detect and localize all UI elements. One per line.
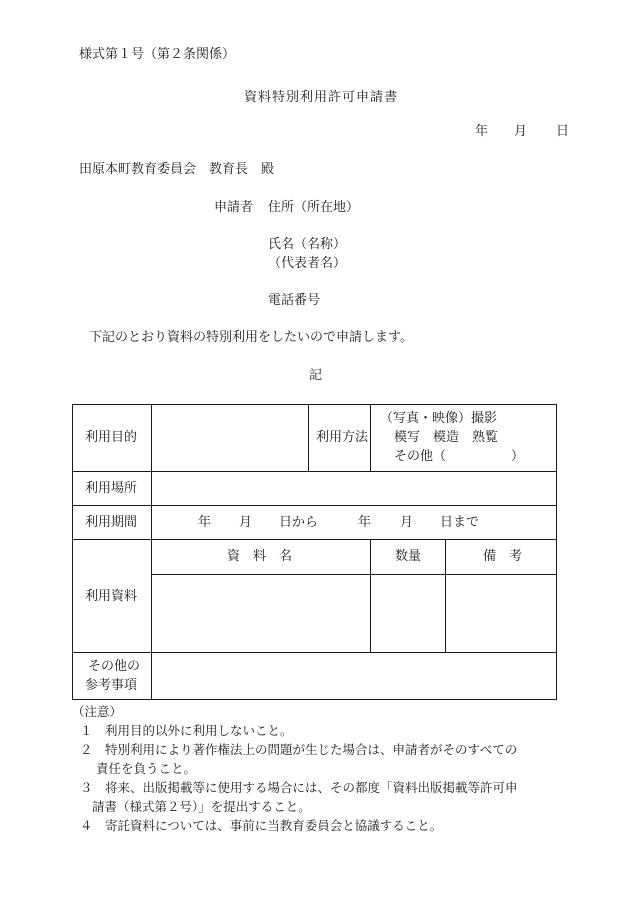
application-table (72, 404, 557, 700)
name-label: 氏名（名称） (268, 237, 347, 252)
date-year-label: 年 (475, 124, 489, 139)
period-to-month: 月 (400, 515, 414, 530)
addressee: 田原本町教育委員会 教育長 殿 (79, 162, 275, 177)
notes-heading: （注意） (72, 704, 123, 719)
date-day-label: 日 (556, 124, 570, 139)
note-2-line2: 責任を負うこと。 (96, 761, 197, 776)
note-3-line2: 請書（様式第２号）」を提出すること。 (92, 799, 311, 814)
document-title: 資料特別利用許可申請書 (244, 90, 399, 105)
materials-label: 利用資料 (85, 589, 138, 604)
note-1: １ 利用目的以外に利用しないこと。 (80, 723, 293, 738)
phone-label: 電話番号 (268, 293, 321, 308)
address-label: 住所（所在地） (268, 200, 360, 215)
purpose-label: 利用目的 (85, 430, 138, 445)
col-quantity: 数量 (395, 549, 422, 564)
form-number: 様式第１号（第２条関係） (79, 47, 236, 62)
note-3-line1: ３ 将来、出版掲載等に使用する場合には、その都度「資料出版掲載等許可申 (80, 780, 518, 795)
period-to-day: 日まで (440, 515, 480, 530)
col-remarks: 備 考 (483, 549, 523, 564)
period-to-year: 年 (358, 515, 372, 530)
other-notes-label-line2: 参考事項 (85, 678, 138, 693)
date-month-label: 月 (514, 124, 528, 139)
request-text: 下記のとおり資料の特別利用をしたいので申請します。 (89, 330, 413, 345)
ki-label: 記 (309, 368, 323, 383)
method-option-photo: （写真・映像）撮影 (380, 411, 498, 426)
period-from-year: 年 (198, 515, 212, 530)
applicant-label: 申請者 (214, 200, 254, 215)
method-label: 利用方法 (316, 430, 369, 445)
note-2-line1: ２ 特別利用により著作権法上の問題が生じた場合は、申請者がそのすべての (80, 742, 518, 757)
representative-label: （代表者名） (268, 256, 347, 271)
method-option-copy: 模写 模造 熟覧 (394, 430, 499, 445)
place-label: 利用場所 (85, 481, 138, 496)
method-option-other: その他（ ） (394, 449, 525, 464)
other-notes-label-line1: その他の (88, 659, 141, 674)
period-label: 利用期間 (85, 515, 138, 530)
period-from-day: 日から (279, 515, 319, 530)
note-4: ４ 寄託資料については、事前に当教育委員会と協議すること。 (80, 818, 443, 833)
period-from-month: 月 (239, 515, 253, 530)
col-material-name: 資 料 名 (227, 549, 293, 564)
